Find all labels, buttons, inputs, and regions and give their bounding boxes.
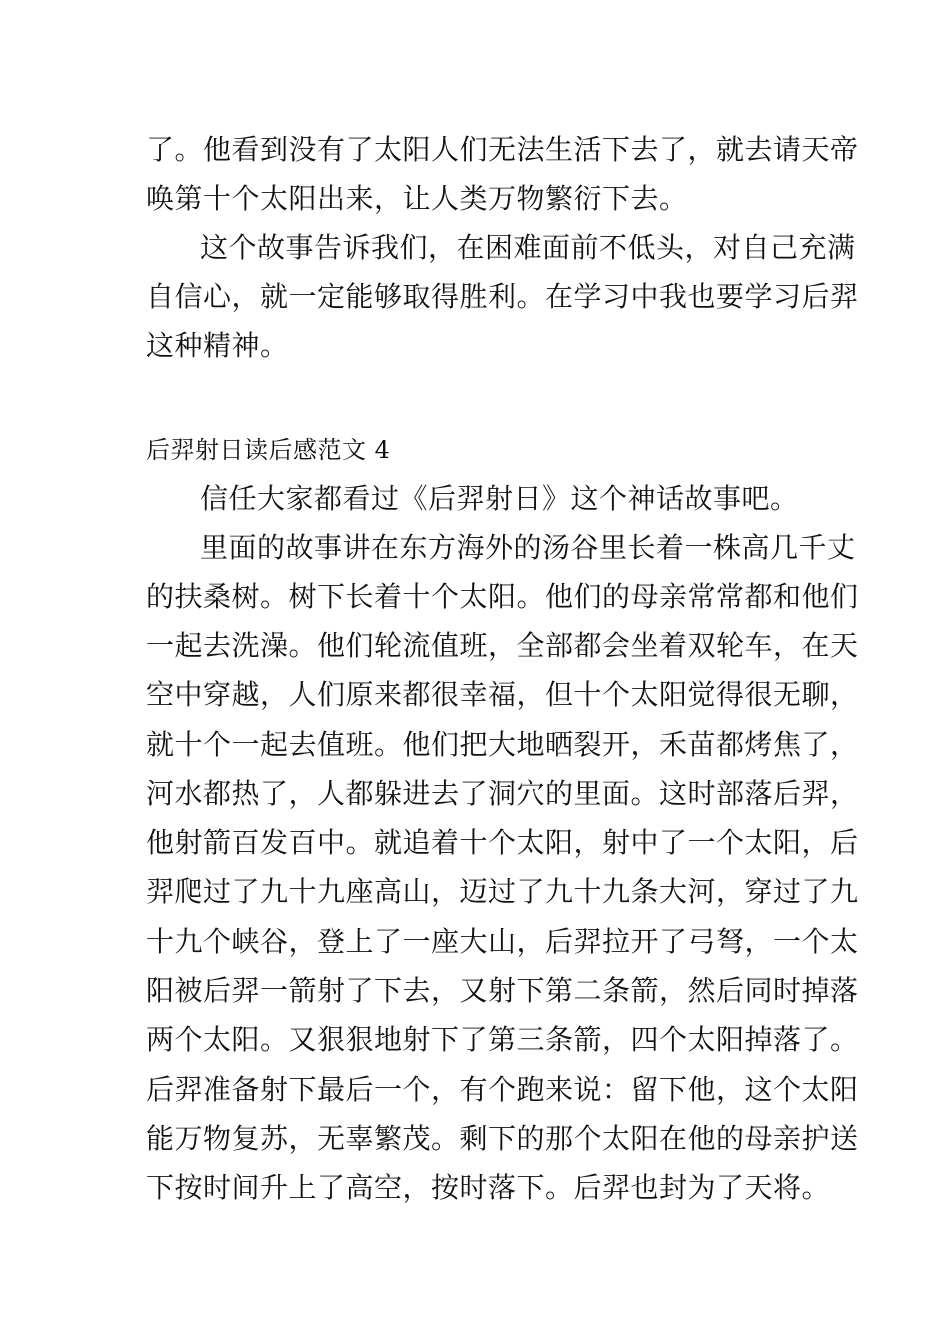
section-heading: 后羿射日读后感范文 4 [146, 436, 391, 464]
paragraph-line: 唤第十个太阳出来，让人类万物繁衍下去。 [146, 182, 688, 215]
paragraph-line: 河水都热了，人都躲进去了洞穴的里面。这时部落后羿， [146, 777, 859, 810]
paragraph-line: 后羿准备射下最后一个，有个跑来说：留下他，这个太阳 [146, 1073, 859, 1106]
paragraph-line: 下按时间升上了高空，按时落下。后羿也封为了天将。 [146, 1171, 831, 1204]
paragraph-line: 信任大家都看过《后羿射日》这个神话故事吧。 [200, 482, 799, 515]
paragraph-line: 自信心，就一定能够取得胜利。在学习中我也要学习后羿 [146, 280, 859, 313]
paragraph-line: 两个太阳。又狠狠地射下了第三条箭，四个太阳掉落了。 [146, 1023, 859, 1056]
paragraph-line: 阳被后羿一箭射了下去，又射下第二条箭，然后同时掉落 [146, 974, 859, 1007]
paragraph-line: 的扶桑树。树下长着十个太阳。他们的母亲常常都和他们 [146, 580, 859, 613]
paragraph-line: 十九个峡谷，登上了一座大山，后羿拉开了弓弩，一个太 [146, 925, 859, 958]
paragraph-line: 羿爬过了九十九座高山，迈过了九十九条大河，穿过了九 [146, 875, 859, 908]
paragraph-line: 他射箭百发百中。就追着十个太阳，射中了一个太阳，后 [146, 826, 859, 859]
paragraph-line: 一起去洗澡。他们轮流值班，全部都会坐着双轮车，在天 [146, 629, 859, 662]
paragraph-line: 就十个一起去值班。他们把大地晒裂开，禾苗都烤焦了， [146, 728, 859, 761]
paragraph-line: 这个故事告诉我们，在困难面前不低头，对自己充满 [200, 231, 856, 264]
paragraph-line: 里面的故事讲在东方海外的汤谷里长着一株高几千丈 [200, 531, 856, 564]
paragraph-line: 这种精神。 [146, 329, 289, 362]
paragraph-line: 能万物复苏，无辜繁茂。剩下的那个太阳在他的母亲护送 [146, 1122, 859, 1155]
paragraph-line: 空中穿越，人们原来都很幸福，但十个太阳觉得很无聊， [146, 678, 859, 711]
paragraph-line: 了。他看到没有了太阳人们无法生活下去了，就去请天帝 [146, 133, 859, 166]
